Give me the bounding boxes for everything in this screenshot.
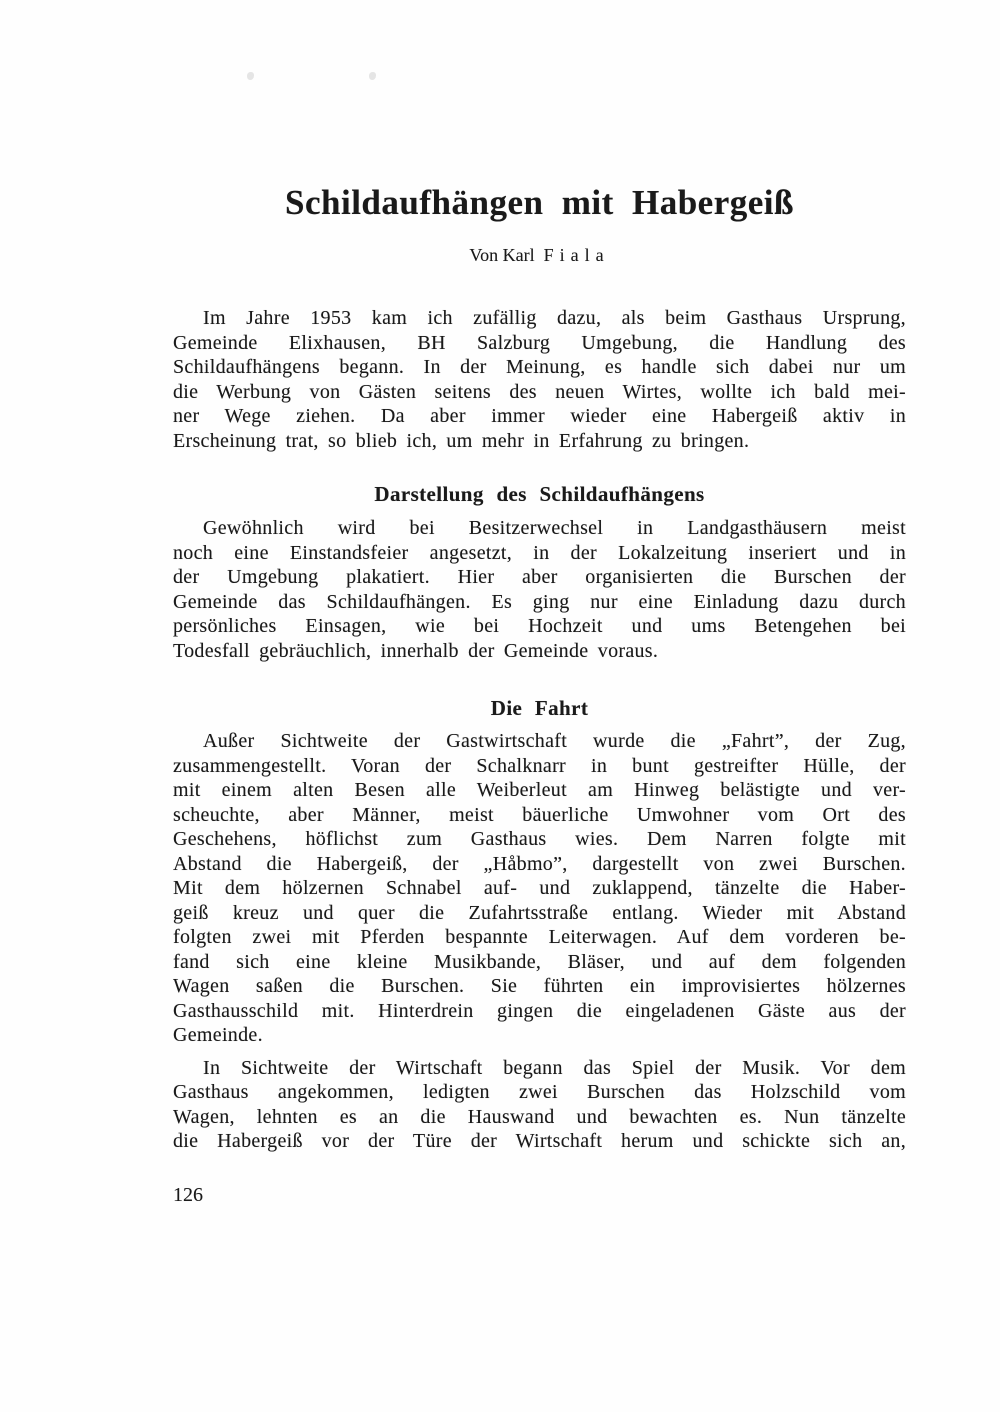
text-line: Erscheinung trat, so blieb ich, um mehr in Erfahrung zu bringen. bbox=[173, 429, 750, 452]
text-line: Schildaufhängens begann. In der Meinung, es handle sich dabei nur um bbox=[173, 356, 906, 378]
text-line: der Umgebung plakatiert. Hier aber organisierten die Burschen der bbox=[173, 566, 906, 588]
text-line: Gewöhnlich wird bei Besitzerwechsel in Landgasthäusern meist bbox=[203, 517, 906, 539]
section-heading: Darstellung des Schildaufhängens bbox=[374, 482, 705, 506]
text-line: Abstand die Habergeiß, der „Håbmo”, dargestellt von zwei Burschen. bbox=[173, 852, 906, 875]
text-line: Gasthaus angekommen, ledigten zwei Burschen das Holzschild vom bbox=[173, 1081, 906, 1103]
text-line: noch eine Einstandsfeier angesetzt, in der Lokalzeitung inseriert und in bbox=[173, 541, 906, 564]
text-line: Todesfall gebräuchlich, innerhalb der Gemeinde voraus. bbox=[173, 639, 659, 662]
author-name: Fiala bbox=[543, 245, 610, 265]
text-line: Wagen, lehnten es an die Hauswand und bewachten es. Nun tänzelte bbox=[173, 1105, 906, 1128]
paragraph bbox=[173, 729, 906, 1048]
article-byline bbox=[173, 244, 906, 266]
article-title: Schildaufhängen mit Habergeiß bbox=[285, 183, 794, 222]
text-line: Gemeinde. bbox=[173, 1024, 263, 1046]
paragraph bbox=[173, 1056, 906, 1154]
text-line: Mit dem hölzernen Schnabel auf- und zuklappend, tänzelte die Haber- bbox=[173, 877, 906, 899]
text-line: Gemeinde Elixhausen, BH Salzburg Umgebung, die Handlung des bbox=[173, 331, 906, 354]
page-number: 126 bbox=[173, 1183, 203, 1206]
text-line: scheuchte, aber Männer, meist bäuerliche Umwohner vom Ort des bbox=[173, 803, 906, 826]
text-line: ner Wege ziehen. Da aber immer wieder eine Habergeiß aktiv in bbox=[173, 405, 906, 427]
text-line: mit einem alten Besen alle Weiberleut am Hinweg belästigte und ver- bbox=[173, 779, 906, 801]
section-heading: Die Fahrt bbox=[490, 696, 589, 720]
text-line: fand sich eine kleine Musikbande, Bläser, und auf dem folgenden bbox=[173, 950, 906, 973]
text-line: die Habergeiß vor der Türe der Wirtschaft herum und schickte sich an, bbox=[173, 1130, 906, 1152]
byline-prefix: Von Karl bbox=[469, 245, 535, 265]
text-line: Außer Sichtweite der Gastwirtschaft wurde die „Fahrt”, der Zug, bbox=[203, 730, 906, 752]
paragraph bbox=[173, 306, 906, 453]
text-line: Im Jahre 1953 kam ich zufällig dazu, als beim Gasthaus Ursprung, bbox=[203, 307, 906, 329]
text-line: Geschehens, höflichst zum Gasthaus wies. Dem Narren folgte mit bbox=[173, 828, 906, 850]
text-line: Wagen saßen die Burschen. Sie führten ein improvisiertes hölzernes bbox=[173, 975, 906, 997]
text-line: persönliches Einsagen, wie bei Hochzeit und ums Betengehen bei bbox=[173, 615, 906, 637]
article-body bbox=[173, 306, 906, 1154]
text-line: folgten zwei mit Pferden bespannte Leiterwagen. Auf dem vorderen be- bbox=[173, 926, 906, 948]
paragraph bbox=[173, 516, 906, 663]
text-line: zusammengestellt. Voran der Schalknarr in bunt gestreifter Hülle, der bbox=[173, 754, 906, 777]
text-line: die Werbung von Gästen seitens des neuen Wirtes, wollte ich bald mei- bbox=[173, 380, 906, 403]
text-line: Gemeinde das Schildaufhängen. Es ging nur eine Einladung dazu durch bbox=[173, 590, 906, 613]
text-line: Gasthausschild mit. Hinterdrein gingen die eingeladenen Gäste aus der bbox=[173, 999, 906, 1022]
text-line: geiß kreuz und quer die Zufahrtsstraße entlang. Wieder mit Abstand bbox=[173, 901, 906, 924]
text-column bbox=[173, 0, 906, 1207]
text-line: In Sichtweite der Wirtschaft begann das Spiel der Musik. Vor dem bbox=[203, 1056, 906, 1079]
